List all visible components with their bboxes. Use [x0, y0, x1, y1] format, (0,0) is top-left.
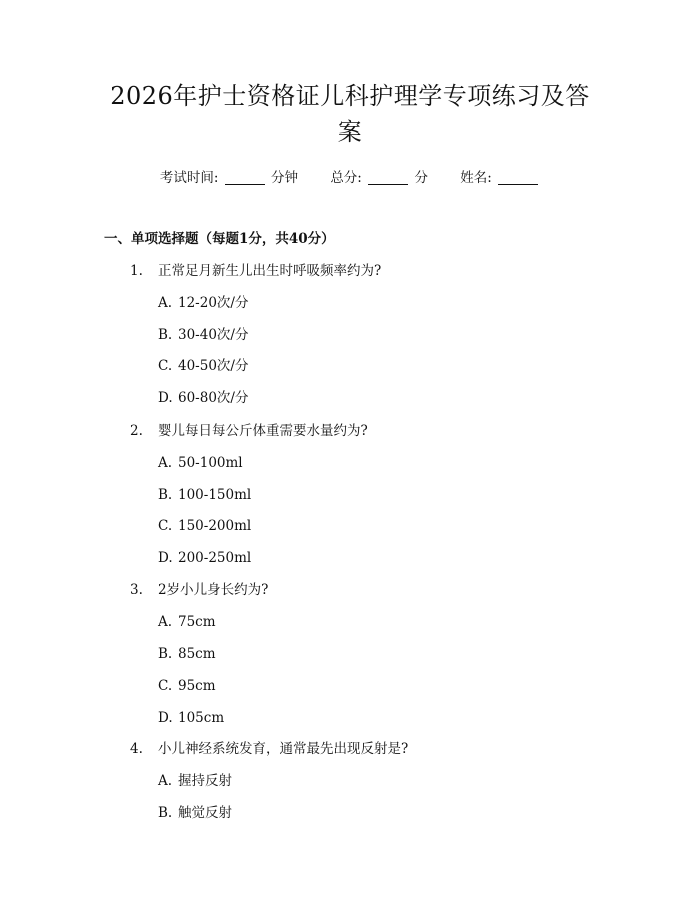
option-letter: C. — [158, 518, 173, 534]
total-score-label: 总分: — [330, 170, 362, 186]
option-text: 95cm — [178, 678, 216, 694]
option-text: 12-20次/分 — [178, 295, 249, 311]
option-letter: A. — [158, 773, 173, 789]
option-a — [158, 772, 232, 790]
option-letter: B. — [158, 646, 173, 662]
option-text: 50-100ml — [178, 455, 243, 471]
option-a — [158, 613, 216, 631]
question-3 — [130, 581, 268, 599]
option-letter: B. — [158, 327, 173, 343]
student-name — [460, 169, 540, 187]
option-b — [158, 645, 216, 663]
option-text: 105cm — [178, 710, 225, 726]
question-text: 2岁小儿身长约为? — [158, 582, 269, 598]
total-score-blank — [368, 170, 408, 185]
question-2 — [130, 422, 368, 440]
option-letter: C. — [158, 358, 173, 374]
option-letter: D. — [158, 390, 173, 406]
option-letter: B. — [158, 805, 173, 821]
document-title — [0, 78, 700, 150]
option-letter: A. — [158, 614, 173, 630]
option-d — [158, 709, 224, 727]
option-text: 触觉反射 — [178, 805, 232, 821]
option-text: 75cm — [178, 614, 216, 630]
option-letter: A. — [158, 455, 173, 471]
option-text: 握持反射 — [178, 773, 232, 789]
question-text: 小儿神经系统发育，通常最先出现反射是? — [158, 741, 409, 757]
option-c — [158, 517, 251, 535]
question-number: 4. — [130, 741, 143, 757]
exam-info-row — [0, 169, 700, 187]
option-b — [158, 326, 248, 344]
total-score — [330, 169, 428, 187]
title-line-2: 案 — [337, 118, 363, 146]
option-text: 30-40次/分 — [178, 327, 249, 343]
option-text: 85cm — [178, 646, 216, 662]
title-line-1: 2026年护士资格证儿科护理学专项练习及答 — [110, 82, 590, 110]
option-c — [158, 677, 216, 695]
exam-time-blank — [225, 170, 265, 185]
question-number: 1. — [130, 263, 143, 279]
option-c — [158, 357, 248, 375]
question-1 — [130, 262, 381, 280]
option-text: 150-200ml — [178, 518, 252, 534]
name-blank — [498, 170, 538, 185]
exam-time-unit: 分钟 — [271, 170, 299, 186]
question-text: 正常足月新生儿出生时呼吸频率约为? — [158, 263, 382, 279]
option-text: 100-150ml — [178, 487, 252, 503]
option-letter: B. — [158, 487, 173, 503]
option-d — [158, 389, 248, 407]
option-b — [158, 486, 251, 504]
option-letter: D. — [158, 710, 173, 726]
total-score-unit: 分 — [414, 170, 428, 186]
option-letter: C. — [158, 678, 173, 694]
option-letter: D. — [158, 550, 173, 566]
option-a — [158, 454, 243, 472]
option-letter: A. — [158, 295, 173, 311]
name-label: 姓名: — [460, 170, 492, 186]
option-a — [158, 294, 248, 312]
exam-time-label: 考试时间: — [159, 170, 219, 186]
option-text: 40-50次/分 — [178, 358, 249, 374]
option-b — [158, 804, 232, 822]
question-4 — [130, 740, 408, 758]
section-heading: 一、单项选择题（每题1分，共40分） — [104, 231, 335, 247]
question-number: 3. — [130, 582, 143, 598]
option-text: 60-80次/分 — [178, 390, 249, 406]
option-text: 200-250ml — [178, 550, 252, 566]
question-text: 婴儿每日每公斤体重需要水量约为? — [158, 423, 368, 439]
question-number: 2. — [130, 423, 143, 439]
exam-time — [160, 169, 298, 187]
option-d — [158, 549, 251, 567]
